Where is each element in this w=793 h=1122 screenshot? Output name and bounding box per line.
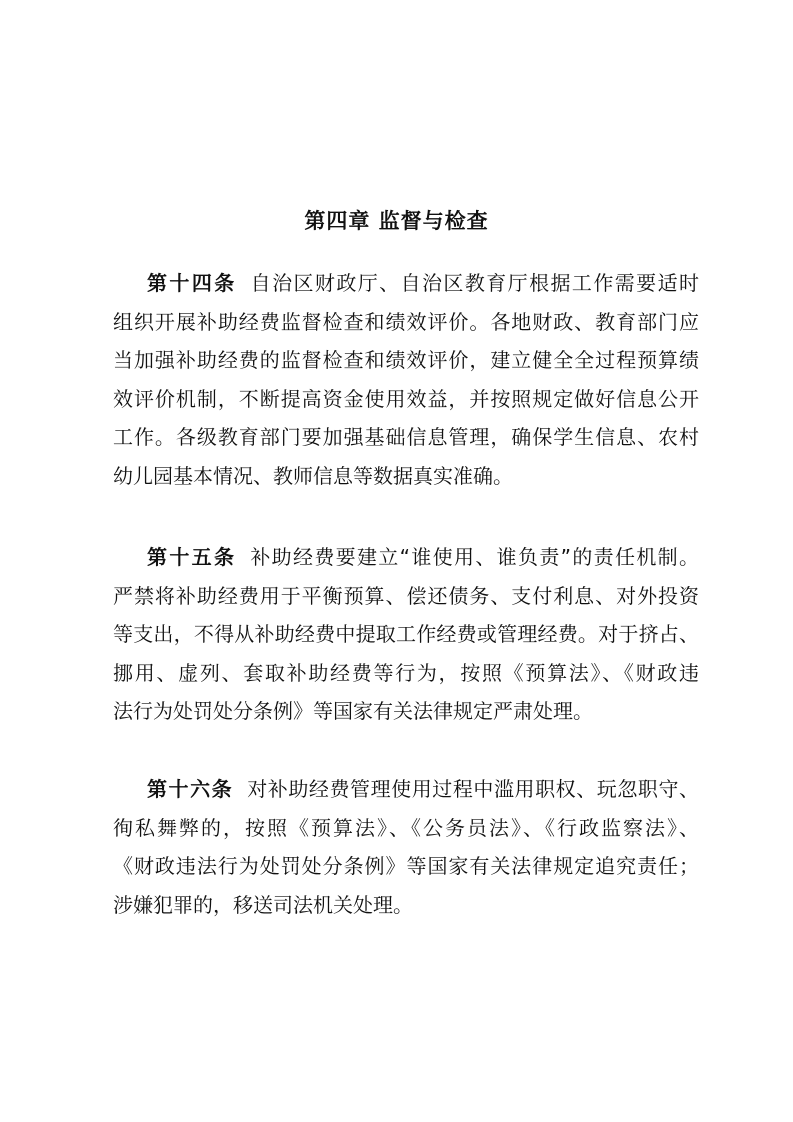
article-line: 法行为处罚处分条例》等国家有关法律规定严肃处理。 bbox=[113, 699, 593, 723]
article-line: 当加强补助经费的监督检查和绩效评价，建立健全全过程预算绩 bbox=[113, 348, 699, 372]
article-16 bbox=[113, 770, 699, 924]
article-15 bbox=[113, 538, 699, 731]
article-line: 《财政违法行为处罚处分条例》等国家有关法律规定追究责任； bbox=[113, 854, 699, 878]
article-line: 徇私舞弊的，按照《预算法》、《公务员法》、《行政监察法》、 bbox=[113, 815, 699, 840]
article-line: 严禁将补助经费用于平衡预算、偿还债务、支付利息、对外投资 bbox=[113, 583, 699, 608]
article-line: 组织开展补助经费监督检查和绩效评价。各地财政、教育部门应 bbox=[113, 309, 699, 334]
article-first-line bbox=[113, 538, 699, 577]
article-line: 效评价机制，不断提高资金使用效益，并按照规定做好信息公开 bbox=[113, 386, 699, 411]
article-heading: 第十四条 bbox=[147, 271, 237, 295]
article-first-line bbox=[113, 264, 699, 303]
article-line: 工作。各级教育部门要加强基础信息管理，确保学生信息、农村 bbox=[113, 425, 699, 449]
article-first-line bbox=[113, 770, 699, 809]
article-line: 等支出，不得从补助经费中提取工作经费或管理经费。对于挤占、 bbox=[113, 622, 699, 646]
article-heading: 第十六条 bbox=[147, 777, 234, 801]
article-heading: 第十五条 bbox=[147, 545, 237, 569]
article-text: 对补助经费管理使用过程中滥用职权、玩忽职守、 bbox=[247, 777, 700, 801]
article-text: 自治区财政厅、自治区教育厅根据工作需要适时 bbox=[250, 271, 700, 295]
article-line: 幼儿园基本情况、教师信息等数据真实准确。 bbox=[113, 463, 513, 488]
chapter-title: 第四章 监督与检查 bbox=[304, 209, 489, 233]
article-line: 挪用、虚列、套取补助经费等行为，按照《预算法》、《财政违 bbox=[113, 660, 699, 685]
article-14 bbox=[113, 264, 699, 495]
article-line: 涉嫌犯罪的，移送司法机关处理。 bbox=[113, 892, 413, 917]
article-text: 补助经费要建立“谁使用、谁负责”的责任机制。 bbox=[250, 545, 699, 569]
